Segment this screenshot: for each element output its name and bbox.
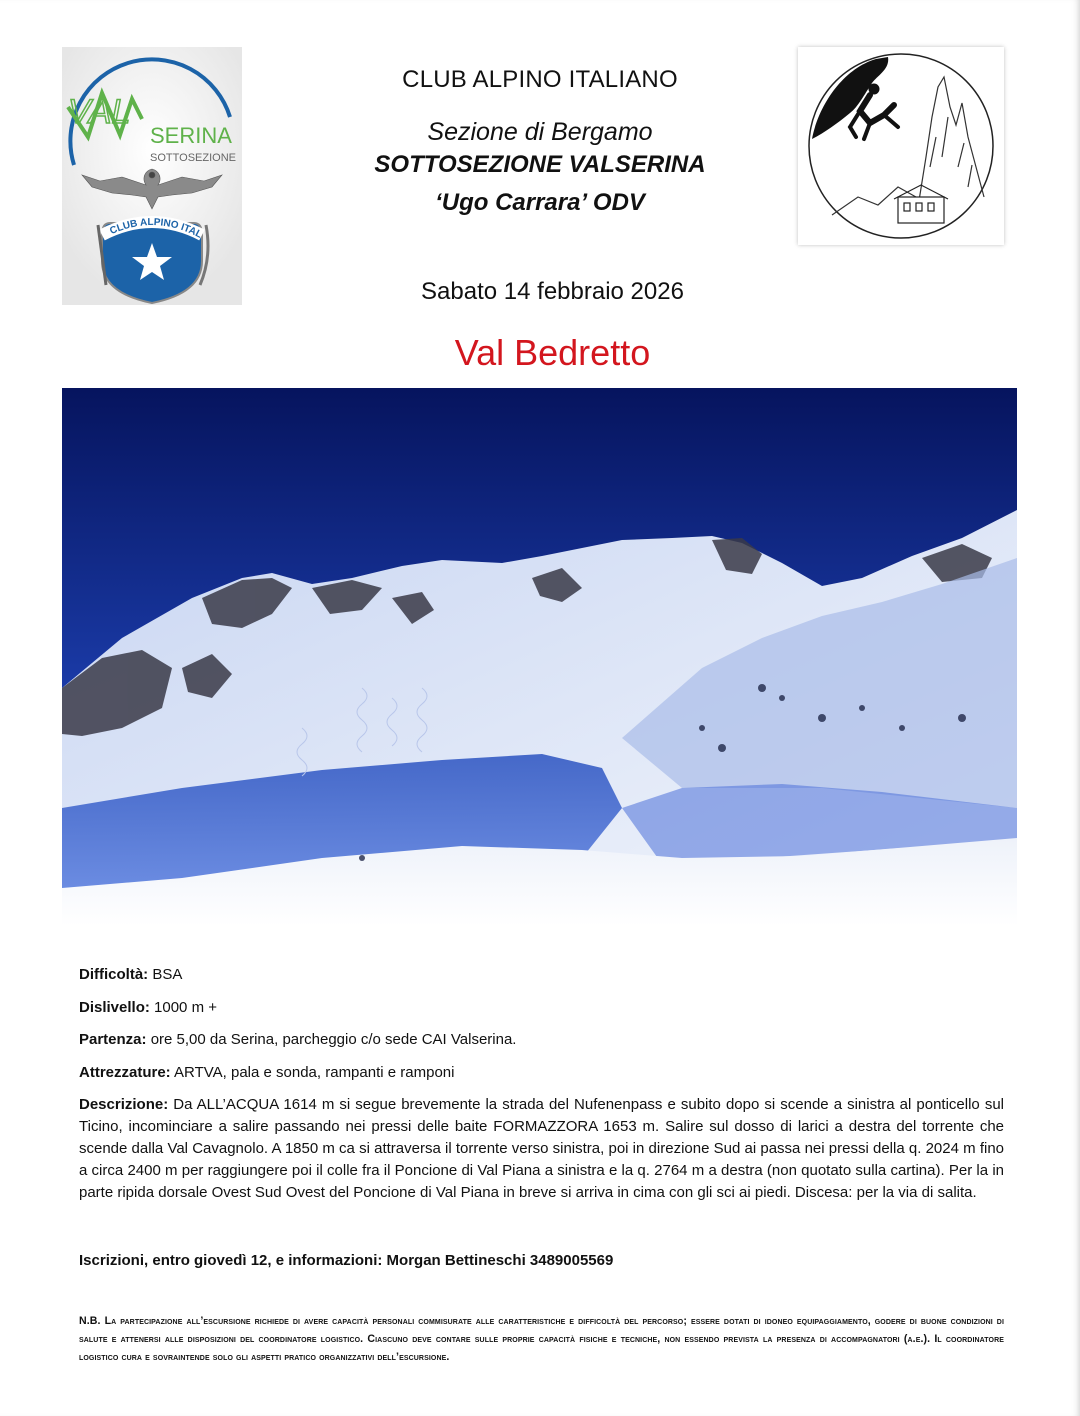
registration-text: Iscrizioni, entro giovedì 12, e informazioni: Morgan Bettineschi 3489005569: [79, 1252, 614, 1269]
mountain-photo: [62, 388, 1017, 926]
page-title: Val Bedretto: [454, 332, 651, 373]
difficulty-label: Difficoltà:: [79, 966, 149, 983]
cai-valserina-logo: [62, 47, 242, 305]
equipment-line: [79, 1062, 1004, 1084]
subsection-title: SOTTOSEZIONE VALSERINA: [374, 151, 706, 178]
departure-value: ore 5,00 da Serina, parcheggio c/o sede CAI Valserina.: [146, 1031, 517, 1048]
elevation-value: 1000 m +: [149, 999, 217, 1016]
climber-logo: [798, 47, 1004, 245]
difficulty-value: BSA: [148, 966, 183, 983]
org-title: CLUB ALPINO ITALIANO: [402, 66, 678, 93]
elevation-label: Dislivello:: [79, 999, 150, 1016]
description-paragraph: [79, 1094, 1004, 1204]
disclaimer-note: N.B. La partecipazione all’escursione richiede di avere capacità personali commisurate alle caratteristiche e difficoltà del percorso; essere dotati di idoneo equipaggiamento, godere di buone condizioni di salute e attenersi alle disposizioni del coordinatore logistico. Ciascuno deve contare sulle proprie capacità fisiche e tecniche, non essendo prevista la presenza di accompagnatori (a.e.). Il coordinatore logistico cura e sovraintende solo gli aspetti pratico organizzativi dell’escursione.: [79, 1315, 1004, 1363]
equipment-label: Attrezzature:: [79, 1064, 171, 1081]
logo-cai-text: CLUB ALPINO ITAL: [108, 216, 204, 241]
event-date: Sabato 14 febbraio 2026: [421, 278, 684, 305]
departure-line: [79, 1029, 1004, 1051]
departure-label: Partenza:: [79, 1031, 147, 1048]
difficulty-line: [79, 964, 1004, 986]
elevation-line: [79, 997, 1004, 1019]
logo-val-text: VAL: [68, 93, 131, 131]
registration-line: [79, 1250, 1004, 1272]
logo-serina-text: SERINA: [150, 123, 232, 148]
odv-title: ‘Ugo Carrara’ ODV: [435, 189, 645, 216]
header-block: [300, 66, 780, 217]
description-value: Da ALL’ACQUA 1614 m si segue brevemente la strada del Nufenenpass e subito dopo si scende a sinistra al ponticello sul Ticino, incominciare a salire passando nei pressi delle baite FORMAZZORA 1653 m. Salire sul dosso di larici a destra del torrente che scende dalla Val Cavagnolo. A 1850 m ca si attraversa il torrente verso sinistra, poi in direzione Sud ai passa nei pressi della q. 2024 m fino a circa 2400 m per raggiungere poi il colle fra il Poncione di Val Piana a sinistra e la q. 2764 m a destra (non quotato sulla cartina). Per la in parte ripida dorsale Ovest Sud Ovest del Poncione di Val Piana in breve si arriva in cima con gli sci ai piedi. Discesa: per la via di salita.: [79, 1096, 1004, 1201]
logo-sottosezione-text: SOTTOSEZIONE: [150, 152, 236, 164]
section-title: Sezione di Bergamo: [427, 118, 653, 146]
equipment-value: ARTVA, pala e sonda, rampanti e ramponi: [170, 1064, 455, 1081]
description-label: Descrizione:: [79, 1096, 169, 1113]
